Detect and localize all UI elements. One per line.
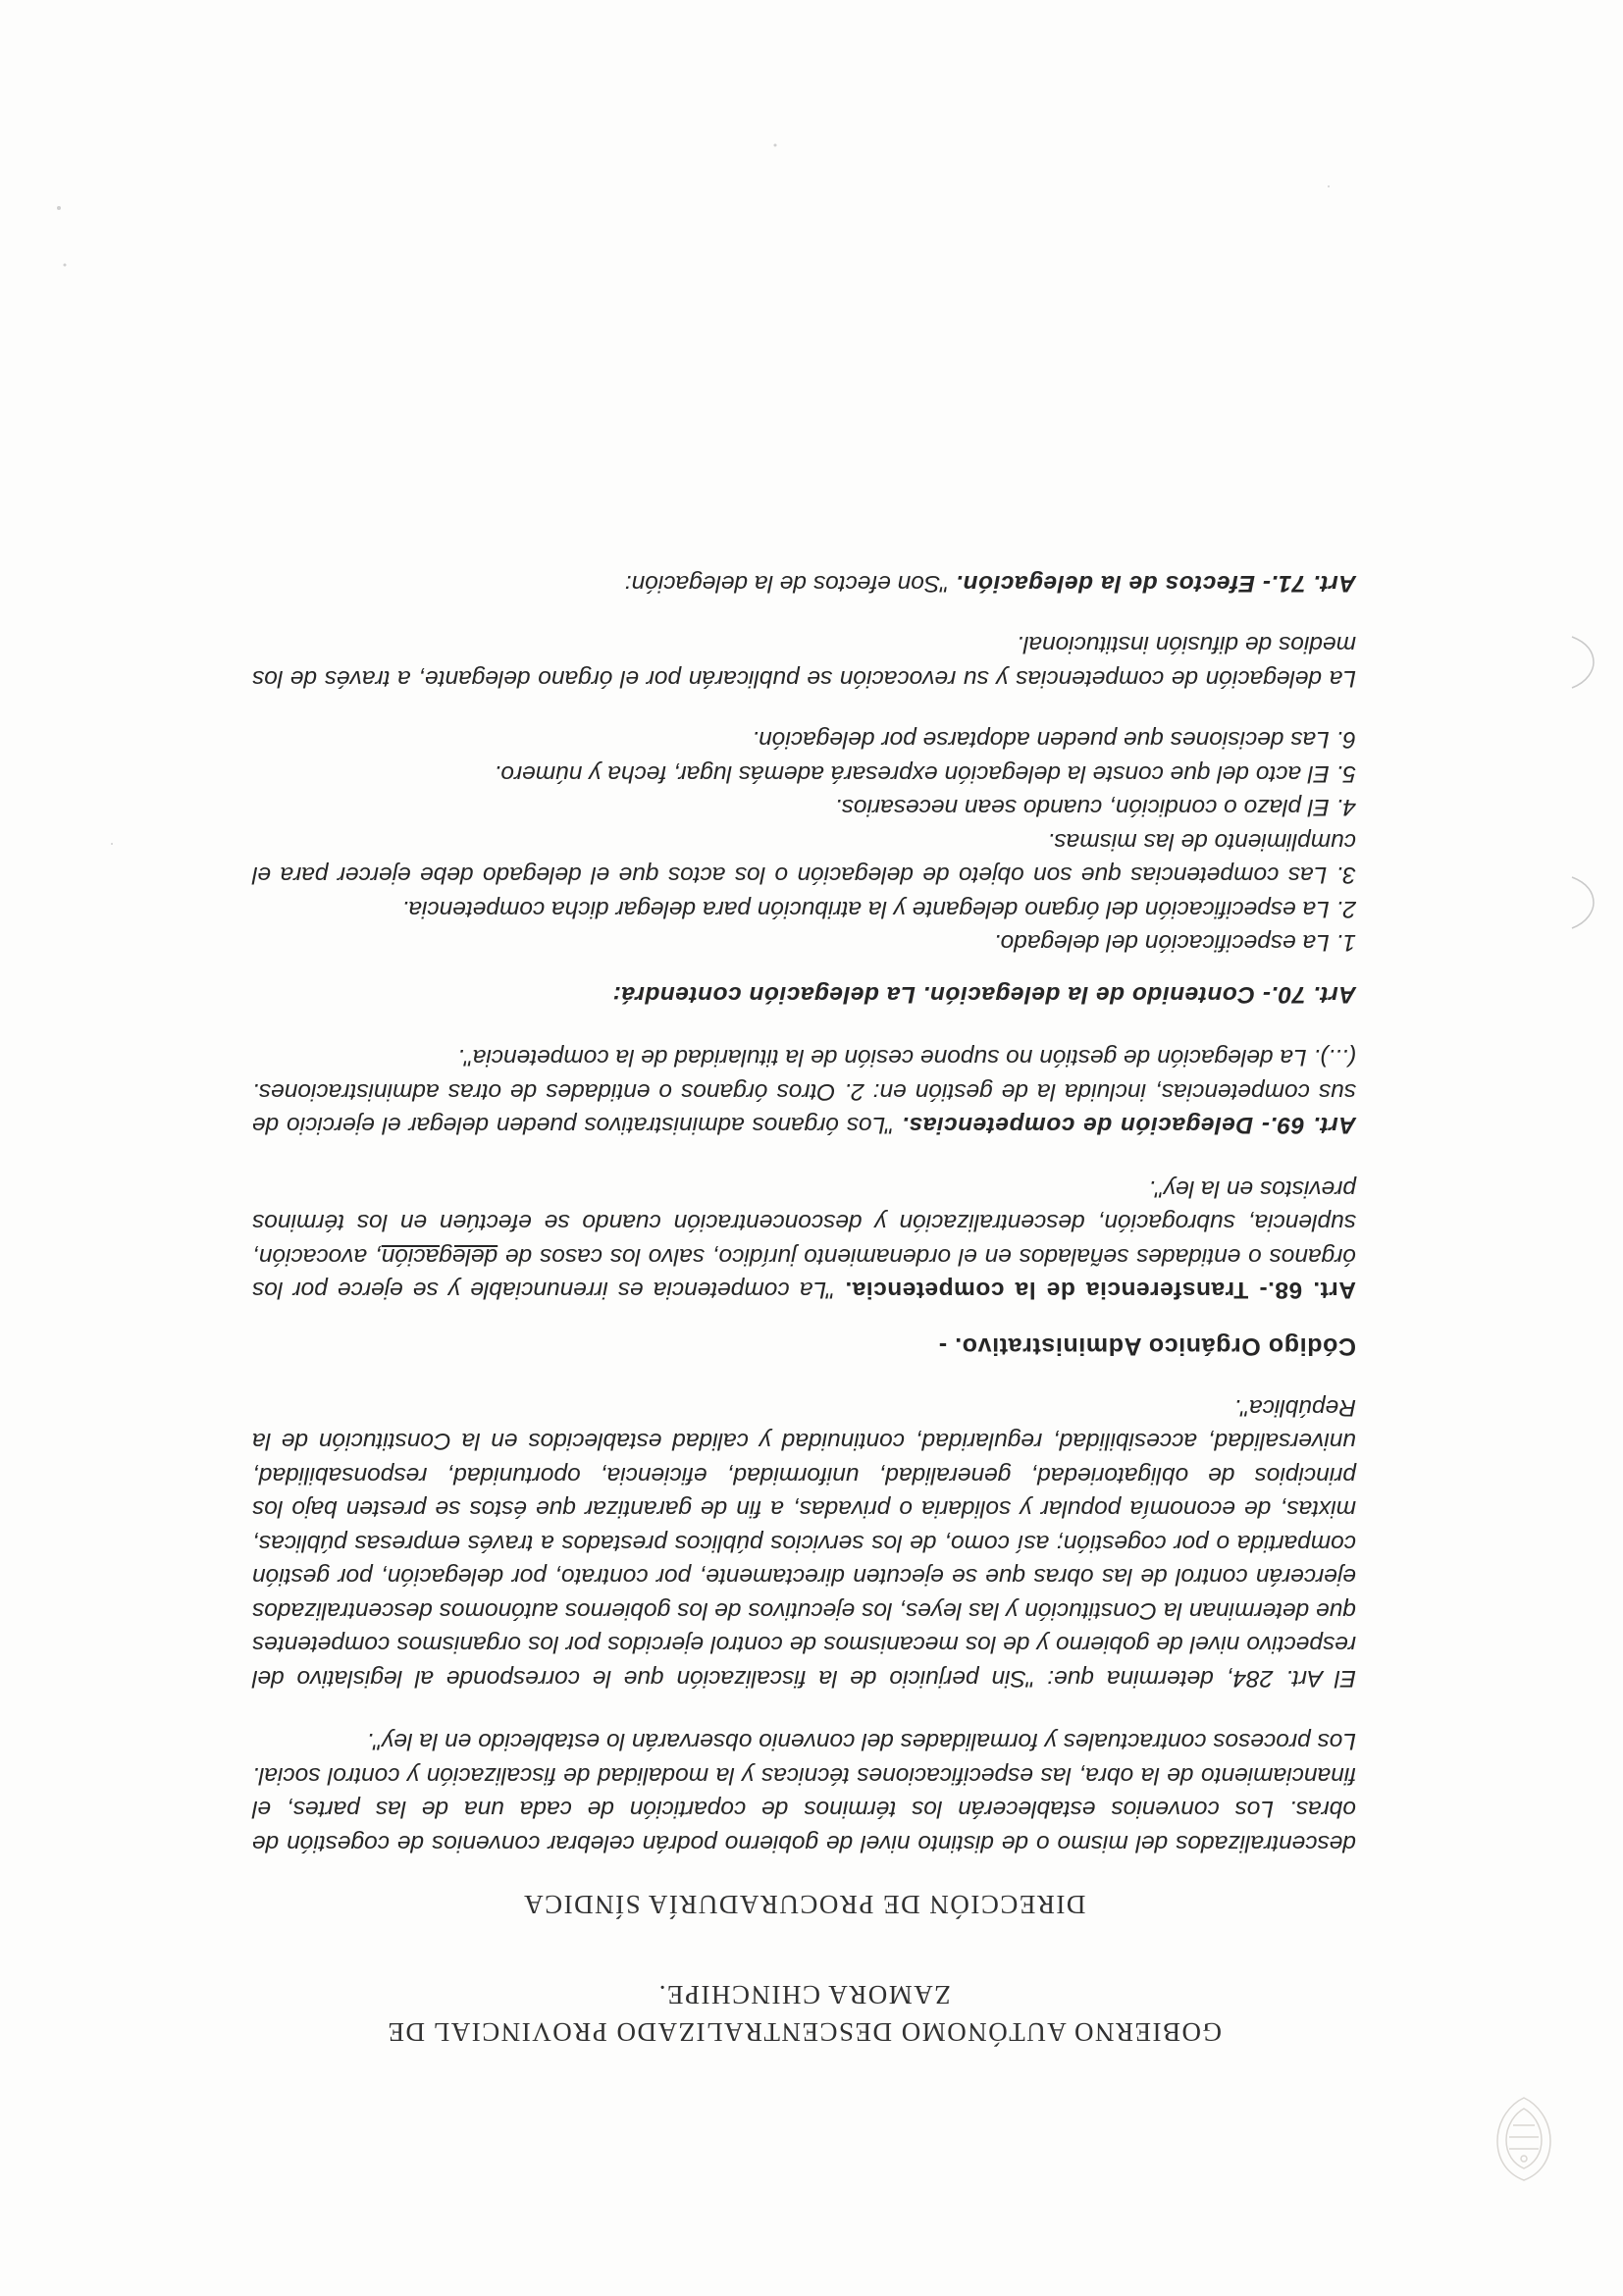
document-body <box>252 537 1356 2052</box>
article-69-title: Art. 69.- Delegación de competencias. <box>901 1112 1356 1139</box>
list-item: 1. La especificación del delegado. <box>993 929 1356 957</box>
faded-seal-icon <box>1486 2090 1562 2188</box>
article-68-underlined-word: delegación <box>381 1243 498 1270</box>
article-71 <box>252 566 1356 600</box>
organization-name-line-2: ZAMORA CHINCHIPE. <box>657 1980 951 2009</box>
article-69-text: "Los órganos administrativos pueden delegar el ejercicio de sus competencias, incluida la de gestión en: 2. Otros órganos o entidades de otras administraciones. (...). La delegación de gestión no supone cesión de la titularidad de la competencia". <box>252 1044 1356 1139</box>
article-69 <box>252 1040 1356 1142</box>
paragraph-art-284: El Art. 284, determina que: "Sin perjuicio de la fiscalización que le corresponde al legislativo del respectivo nivel de gobierno y de los mecanismos de control ejercidos por los organismos competentes que determinan la Constitución y las leyes, los ejecutivos de los gobiernos autónomos descentralizados ejercerán control de las obras que se ejecuten directamente, por contrato, por delegación, por gestión compartida o por cogestión; así como, de los servicios públicos prestados a través empresas públicas, mixtas, de economía popular y solidaria o privadas, a fin de garantizar que éstos se presten bajo los principios de obligatoriedad, generalidad, uniformidad, eficiencia, oportunidad, responsabilidad, universalidad, accesibilidad, regularidad, continuidad y calidad establecidos en la Constitución de la República". <box>252 1394 1356 1692</box>
list-item: 5. El acto del que conste la delegación expresará además lugar, fecha y número. <box>494 760 1356 787</box>
article-70-note: La delegación de competencias y su revocación se publicarán por el órgano delegante, a través de los medios de difusión institucional. <box>252 631 1356 692</box>
article-68 <box>252 1172 1356 1307</box>
list-item: 4. El plazo o condición, cuando sean necesarios. <box>834 794 1356 821</box>
article-71-title: Art. 71.- Efectos de la delegación. <box>955 570 1356 597</box>
code-heading: Código Orgánico Administrativo. - <box>938 1332 1356 1361</box>
list-item: 2. La especificación del órgano delegante y la atribución para delegar dicha competencia. <box>401 896 1356 922</box>
organization-name-line-1: GOBIERNO AUTÓNOMO DESCENTRALIZADO PROVINCIAL DE <box>387 2017 1222 2047</box>
article-70-title: Art. 70.- Contenido de la delegación. La delegación contendrá: <box>612 981 1356 1008</box>
punch-hole-icon <box>1562 873 1601 932</box>
article-68-text-end: , avocación, suplencia, subrogación, descentralización y desconcentración cuando se efectúen en los términos previstos en la ley". <box>252 1175 1356 1270</box>
letterhead <box>252 1976 1356 2051</box>
article-70-heading <box>252 977 1356 1012</box>
paragraph-convenios-cogestion: descentralizados del mismo o de distinto nivel de gobierno podrán celebrar convenios de cogestión de obras. Los convenios establecerán los términos de copartición de cada una de las partes, el financiamiento de la obra, las especificaciones técnicas y la modalidad de fiscalización y control social. Los procesos contractuales y formalidades del convenio observarán lo establecido en la ley". <box>252 1728 1356 1856</box>
article-71-text: "Son efectos de la delegación: <box>624 570 956 597</box>
list-item: 3. Las competencias que son objeto de delegación o los actos que el delegado debe ejercer para el cumplimiento de las mismas. <box>252 828 1356 889</box>
punch-hole-icon <box>1562 633 1601 692</box>
list-item: 6. Las decisiones que pueden adoptarse por delegación. <box>752 726 1356 754</box>
article-68-text-start: "La competencia es irrenunciable y se ejerce por los órganos o entidades señalados en el ordenamiento jurídico, salvo los casos de <box>252 1243 1356 1304</box>
department-name: DIRECCIÓN DE PROCURADURÍA SÍNDICA <box>522 1890 1086 1919</box>
article-70-list <box>252 722 1356 960</box>
article-68-title: Art. 68.- Transferencia de la competencia. <box>844 1277 1356 1304</box>
